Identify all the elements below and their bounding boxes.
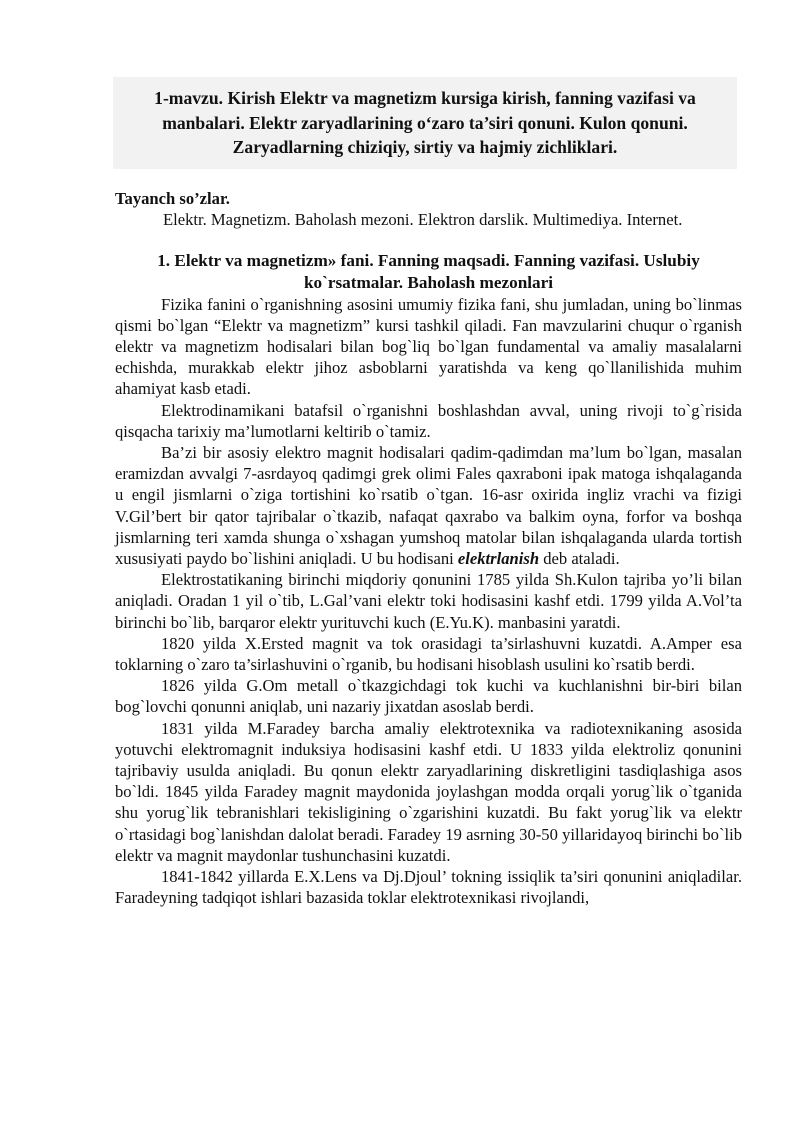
document-body xyxy=(115,188,742,908)
paragraph: 1841-1842 yillarda E.X.Lens va Dj.Djoul’ tokning issiqlik ta’siri qonunini aniqladilar. Faradeyning tadqiqot ishlari bazasida toklar elektrotexnikasi rivojlandi, xyxy=(115,867,742,908)
paragraph: Elektrodinamikani batafsil o`rganishni boshlashdan avval, uning rivoji to`g`risida qisqacha tarixiy ma’lumotlarni keltirib o`tamiz. xyxy=(115,400,742,441)
paragraph: Elektrostatikaning birinchi miqdoriy qonunini 1785 yilda Sh.Kulon tajriba yo’li bilan aniqladi. Oradan 1 yil o`tib, L.Gal’vani elektr toki hodisasini kashf etdi. 1799 yilda A.Vol’ta birinchi bo`lib, barqaror elektr yurituvchi kuch (E.Yu.K). manbasini yaratdi. xyxy=(115,570,742,632)
paragraph-text: Ba’zi bir asosiy elektro magnit hodisalari qadim-qadimdan ma’lum bo`lgan, masalan eramizdan avvalgi 7-asrdayoq qadimgi grek olimi Fales qaxraboni ipak matoga ishqalaganda u engil jismlarni o`ziga tortishini ko`rsatib o`tgan. 16-asr oxirida ingliz vrachi va fizigi V.Gil’bert bir qator tajribalar o`tkazib, nafaqat qaxrabo va balkim oyna, forfor va boshqa jismlarning teri xamda shunga o`xshagan yumshoq matolar bilan ishqalaganda ularda tortish xususiyati paydo bo`lishini aniqladi. U bu hodisani xyxy=(115,443,742,569)
paragraph: Fizika fanini o`rganishning asosini umumiy fizika fani, shu jumladan, uning bo`linmas qismi bo`lgan “Elektr va magnetizm” kursi tashkil qiladi. Fan mavzularini chuqur o`rganish elektr va magnetizm hodisalari bilan bog`liq bo`lgan fundamental va amaliy masalalarni echishda, murakkab elektr jihoz asboblarni yaratishda va keng qo`llanilishida muhim ahamiyat kasb etadi. xyxy=(115,294,742,399)
paragraph: 1826 yilda G.Om metall o`tkazgichdagi tok kuchi va kuchlanishni bir-biri bilan bog`lovchi qonunni aniqlab, uni nazariy jixatdan asoslab berdi. xyxy=(115,676,742,717)
paragraph: 1831 yilda M.Faradey barcha amaliy elektrotexnika va radiotexnikaning asosida yotuvchi elektromagnit induksiya hodisasini kashf etdi. U 1833 yilda elektroliz qonunini tajribaviy usulda aniqladi. Bu qonun elektr zaryadlarining diskretligini tasdiqlashiga asos bo`ldi. 1845 yilda Faradey magnit maydonida joylashgan modda orqali yorug`lik o`tganida shu yorug`lik tebranishlari tekisligining o`zgarishini kuzatdi. Bu fakt yorug`lik va elektr o`rtasidagi bog`lanishdan dalolat beradi. Faradey 19 asrning 30-50 yillaridayoq birinchi bo`lib elektr va magnit maydonlar tushunchasini kuzatdi. xyxy=(115,718,742,865)
section-heading: 1. Elektr va magnetizm» fani. Fanning maqsadi. Fanning vazifasi. Uslubiy ko`rsatmalar. Baholash mezonlari xyxy=(157,251,700,292)
keywords-text: Elektr. Magnetizm. Baholash mezoni. Elektron darslik. Multimediya. Internet. xyxy=(163,210,683,230)
term-elektrlanish: elektrlanish xyxy=(457,549,540,569)
paragraph-text: deb ataladi. xyxy=(539,549,620,569)
keywords-heading: Tayanch so’zlar. xyxy=(115,189,230,208)
title-box xyxy=(113,77,737,169)
paragraph xyxy=(115,442,742,569)
paragraph: 1820 yilda X.Ersted magnit va tok orasidagi ta’sirlashuvni kuzatdi. A.Amper esa toklarning o`zaro ta’sirlashuvini o`rganib, bu hodisani hisoblash usulini ko`rsatib berdi. xyxy=(115,633,742,675)
lesson-title: 1-mavzu. Kirish Elektr va magnetizm kursiga kirish, fanning vazifasi va manbalari. Elektr zaryadlarining o‘zaro ta’siri qonuni. Kulon qonuni. Zaryadlarning chiziqiy, sirtiy va hajmiy zichliklari. xyxy=(154,88,696,158)
